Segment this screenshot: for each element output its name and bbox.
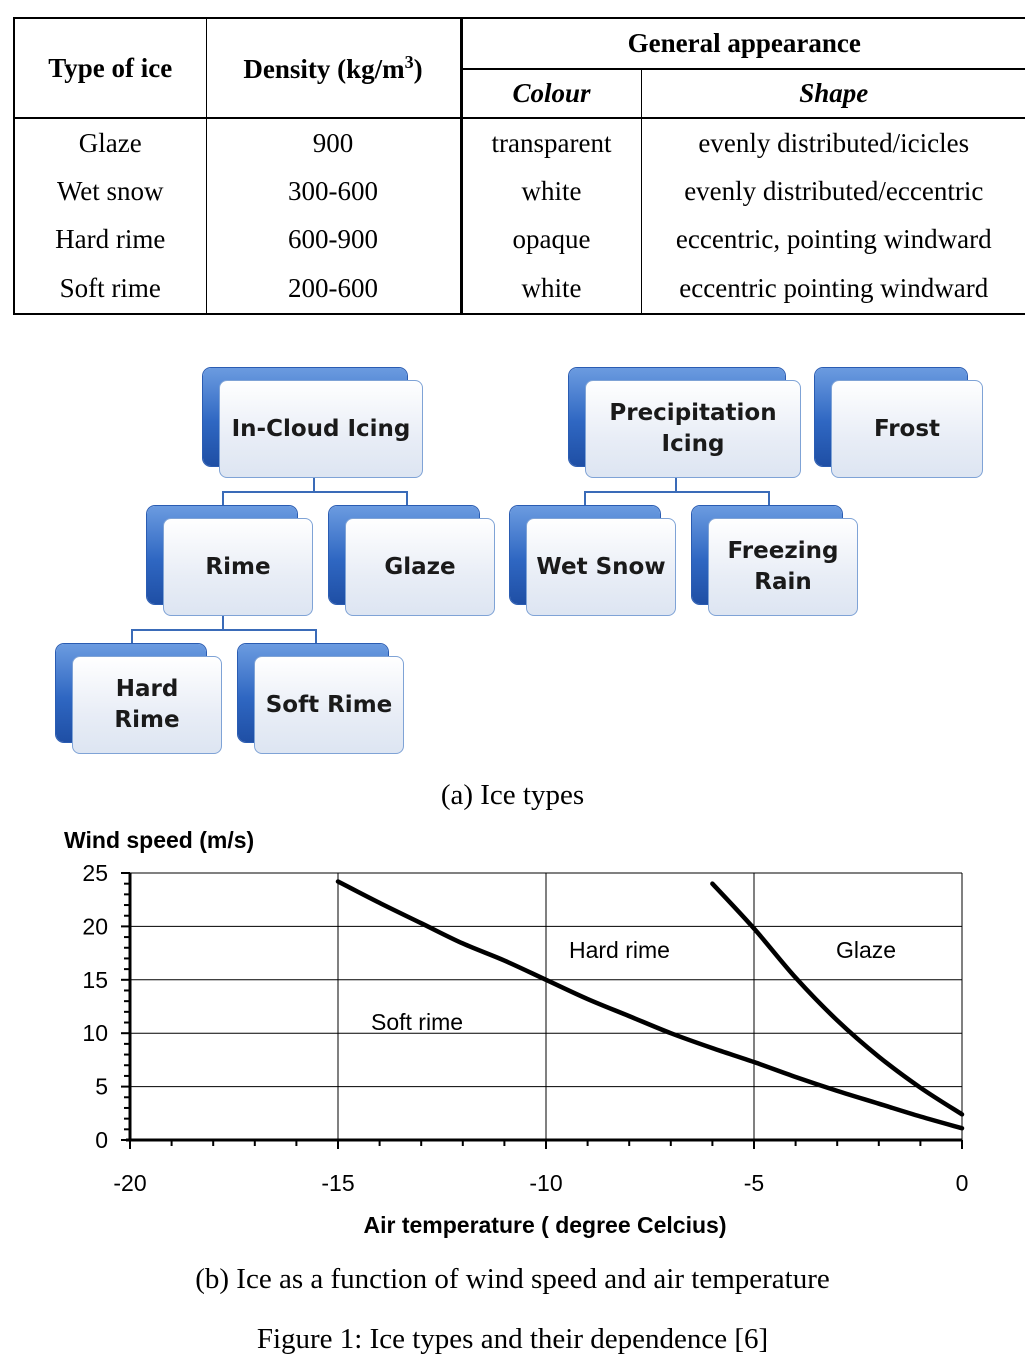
node-label: Precipitation Icing bbox=[585, 380, 801, 478]
cell-density: 200-600 bbox=[206, 263, 461, 314]
series-line-2 bbox=[712, 884, 962, 1115]
x-tick-label: -20 bbox=[113, 1170, 147, 1196]
cell-type: Soft rime bbox=[14, 263, 206, 314]
node-freezing-rain bbox=[692, 506, 858, 616]
node-label: Wet Snow bbox=[526, 518, 676, 616]
cell-shape: evenly distributed/eccentric bbox=[641, 167, 1025, 215]
node-glaze bbox=[329, 506, 495, 616]
cell-type: Glaze bbox=[14, 118, 206, 167]
table-row bbox=[14, 215, 1025, 263]
node-precipitation-icing bbox=[569, 368, 801, 478]
cell-density: 600-900 bbox=[206, 215, 461, 263]
table-row bbox=[14, 167, 1025, 215]
cell-density: 300-600 bbox=[206, 167, 461, 215]
node-label: Freezing Rain bbox=[708, 518, 858, 616]
cell-type: Hard rime bbox=[14, 215, 206, 263]
annotation-soft-rime: Soft rime bbox=[371, 1009, 464, 1035]
caption-b: (b) Ice as a function of wind speed and air temperature bbox=[195, 1263, 830, 1295]
cell-density: 900 bbox=[206, 118, 461, 167]
cell-shape: evenly distributed/icicles bbox=[641, 118, 1025, 167]
caption-a: (a) Ice types bbox=[440, 779, 585, 811]
cell-colour: white bbox=[461, 167, 641, 215]
header-colour: Colour bbox=[461, 69, 641, 118]
node-frost bbox=[815, 368, 983, 478]
y-tick-label: 0 bbox=[95, 1127, 108, 1153]
header-density: Density $(kg/m^3)$ bbox=[206, 18, 461, 118]
cell-shape: eccentric, pointing windward bbox=[641, 215, 1025, 263]
header-shape: Shape bbox=[641, 69, 1025, 118]
y-tick-label: 25 bbox=[82, 860, 108, 886]
y-tick-label: 20 bbox=[82, 913, 108, 940]
chart-ticks bbox=[82, 860, 968, 1196]
node-wet-snow bbox=[510, 506, 676, 616]
node-hard-rime bbox=[56, 644, 222, 754]
header-type-of-ice: Type of ice bbox=[14, 18, 206, 118]
header-general-appearance: General appearance bbox=[461, 18, 1025, 69]
table-row bbox=[14, 118, 1025, 167]
cell-colour: transparent bbox=[461, 118, 641, 167]
cell-colour: white bbox=[461, 263, 641, 314]
cell-shape: eccentric pointing windward bbox=[641, 263, 1025, 314]
node-label: Rime bbox=[163, 518, 313, 616]
node-rime bbox=[147, 506, 313, 616]
cell-type: Wet snow bbox=[14, 167, 206, 215]
node-label: Hard Rime bbox=[72, 656, 222, 754]
figure-caption: Figure 1: Ice types and their dependence [6] bbox=[256, 1323, 769, 1355]
table-row bbox=[14, 263, 1025, 314]
ice-properties-table bbox=[13, 17, 1025, 315]
wind-temperature-chart bbox=[0, 820, 1025, 1250]
y-tick-label: 10 bbox=[82, 1020, 108, 1047]
connector bbox=[222, 616, 224, 630]
connector bbox=[675, 478, 677, 492]
chart-axes bbox=[126, 873, 962, 1140]
annotation-glaze: Glaze bbox=[836, 937, 897, 963]
node-in-cloud-icing bbox=[203, 368, 423, 478]
annotation-hard-rime: Hard rime bbox=[569, 937, 670, 963]
node-label: Glaze bbox=[345, 518, 495, 616]
chart-series bbox=[338, 882, 962, 1129]
node-label: Frost bbox=[831, 380, 983, 478]
x-tick-label: -10 bbox=[529, 1170, 563, 1196]
y-tick-label: 15 bbox=[82, 966, 108, 993]
node-label: Soft Rime bbox=[254, 656, 404, 754]
x-axis-title: Air temperature ( degree Celcius) bbox=[363, 1212, 727, 1238]
y-axis-title: Wind speed (m/s) bbox=[64, 827, 255, 853]
chart-grid bbox=[130, 873, 962, 1140]
x-tick-label: -15 bbox=[321, 1170, 355, 1196]
x-tick-label: -5 bbox=[743, 1170, 765, 1196]
node-soft-rime bbox=[238, 644, 404, 754]
x-tick-label: 0 bbox=[955, 1170, 969, 1196]
y-tick-label: 5 bbox=[95, 1073, 108, 1100]
cell-colour: opaque bbox=[461, 215, 641, 263]
node-label: In-Cloud Icing bbox=[219, 380, 423, 478]
series-line-1 bbox=[338, 882, 962, 1129]
